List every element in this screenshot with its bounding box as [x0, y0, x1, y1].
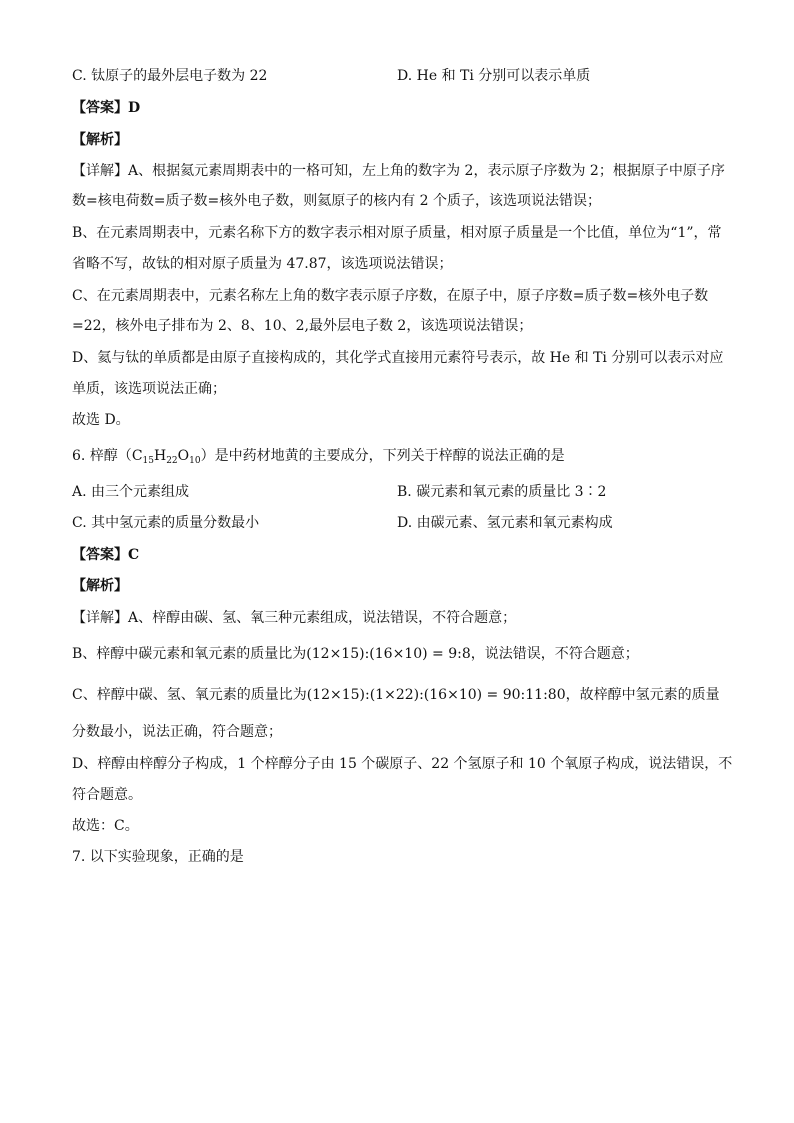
q6-detail-c-suffix: ，故梓醇中氢元素的质量: [565, 687, 720, 703]
q5-detail-line-8: 单质，该选项说法正确；: [72, 381, 226, 397]
q5-detail-line-3: B、在元素周期表中，元素名称下方的数字表示相对原子质量，相对原子质量是一个比值，单位为“1”，常: [72, 225, 722, 241]
formula-c-sub: 15: [142, 456, 154, 466]
formula-o: O: [177, 448, 190, 464]
q6-analysis-heading: 【解析】: [72, 578, 128, 594]
q7-stem: 7. 以下实验现象，正确的是: [72, 849, 244, 865]
q6-option-d: D. 由碳元素、氢元素和氧元素构成: [397, 515, 613, 531]
formula-h: H: [153, 448, 167, 464]
q5-detail-line-7: D、氦与钛的单质都是由原子直接构成的，其化学式直接用元素符号表示，故 He 和 Ti 分别可以表示对应: [72, 350, 724, 366]
q6-detail-c-math: (12×15):(1×22):(16×10) = 90:11:80: [306, 687, 566, 703]
q6-conclusion: 故选：C。: [72, 818, 139, 834]
q6-detail-b-prefix: B、梓醇中碳元素和氧元素的质量比为: [72, 646, 307, 662]
q5-conclusion: 故选 D。: [72, 412, 130, 428]
q5-detail-line-6: =22，核外电子排布为 2、8、10、2,最外层电子数 2，该选项说法错误；: [72, 318, 533, 334]
q5-detail-line-1: 【详解】A、根据氦元素周期表中的一格可知，左上角的数字为 2，表示原子序数为 2；根据原子中原子序: [72, 163, 725, 179]
formula-h-sub: 22: [166, 456, 178, 466]
q5-answer: 【答案】D: [72, 100, 141, 116]
q5-detail-line-2: 数=核电荷数=质子数=核外电子数，则氦原子的核内有 2 个质子，该选项说法错误；: [72, 193, 601, 209]
q6-option-c: C. 其中氢元素的质量分数最小: [72, 515, 260, 531]
q6-stem: [72, 446, 565, 466]
q6-detail-d-line-1: D、梓醇由梓醇分子构成，1 个梓醇分子由 15 个碳原子、22 个氢原子和 10 个氧原子构成，说法错误，不: [72, 756, 733, 772]
q5-option-c: C. 钛原子的最外层电子数为 22: [72, 68, 268, 84]
q5-detail-line-5: C、在元素周期表中，元素名称左上角的数字表示原子序数，在原子中，原子序数=质子数=核外电子数: [72, 288, 709, 304]
formula-o-sub: 10: [189, 456, 201, 466]
q6-detail-d-line-2: 符合题意。: [72, 787, 142, 803]
q6-stem-suffix: ）是中药材地黄的主要成分，下列关于梓醇的说法正确的是: [200, 448, 565, 464]
q6-detail-a: 【详解】A、梓醇由碳、氢、氧三种元素组成，说法错误，不符合题意；: [72, 610, 517, 626]
q6-detail-b-math: (12×15):(16×10) = 9:8: [306, 646, 471, 662]
q6-stem-prefix: 6. 梓醇（: [72, 448, 132, 464]
q6-formula: [132, 448, 201, 464]
q6-detail-c: [72, 685, 720, 705]
q6-detail-c-line-2: 分数最小，说法正确，符合题意；: [72, 724, 282, 740]
q5-analysis-heading: 【解析】: [72, 132, 128, 148]
q6-answer: 【答案】C: [72, 547, 140, 563]
formula-c: C: [131, 448, 143, 464]
q6-option-a: A. 由三个元素组成: [72, 484, 190, 500]
q5-detail-line-4: 省略不写，故钛的相对原子质量为 47.87，该选项说法错误；: [72, 256, 453, 272]
q6-detail-c-prefix: C、梓醇中碳、氢、氧元素的质量比为: [72, 687, 307, 703]
q6-detail-b: [72, 644, 639, 664]
q6-detail-b-suffix: ，说法错误，不符合题意；: [470, 646, 639, 662]
q5-option-d: D. He 和 Ti 分别可以表示单质: [397, 68, 591, 84]
q6-option-b: B. 碳元素和氧元素的质量比 3∶2: [397, 484, 607, 500]
